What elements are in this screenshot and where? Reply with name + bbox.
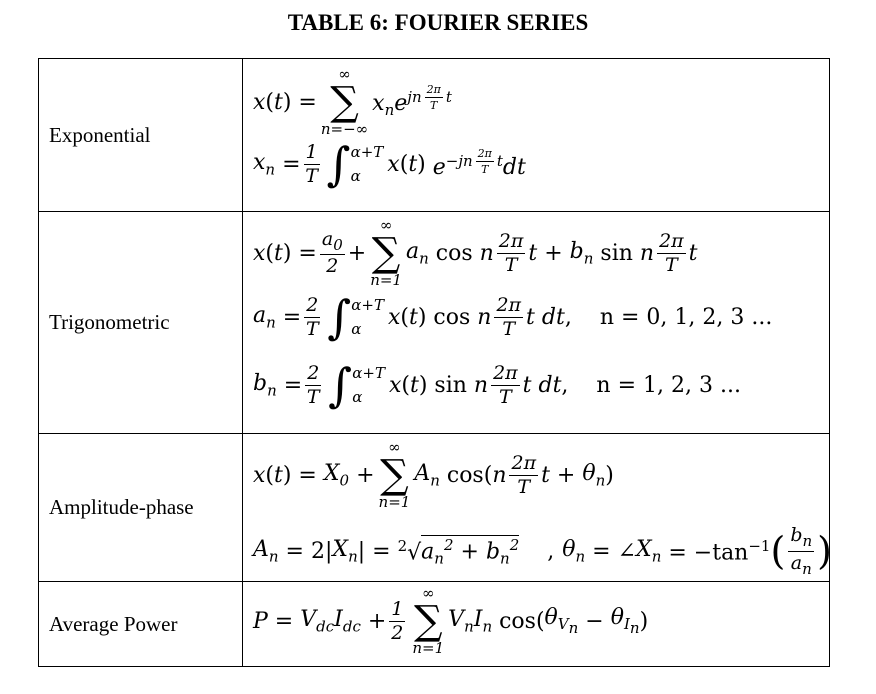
table-row [39, 59, 830, 212]
table-row [39, 212, 830, 434]
trigonometric-series-equation: x ( t ) = $\frac{a_0}{2}$ + ∞ ∑ n=1 $a_n$ cos n $\frac{2\pi}{T}$ t + $b_n$ sin n $\frac{2\pi}{T}$ t [253, 216, 698, 289]
bn-index-range: n = 1, 2, 3 ... [596, 372, 741, 398]
average-power-equation: P = $V_{dc}I_{dc}$ + $\frac{1}{2}$ ∞ ∑ n=1 $V_nI_n$ cos( $\theta_{V_n}$ − $\theta_{I_n}$ ) [253, 584, 649, 657]
table-row [39, 582, 830, 667]
exponential-series-equation: x ( t ) = ∞ ∑ n=−∞ $x_ne^{jn \frac{2\pi}{T} t}$ [253, 65, 452, 138]
row-label-amplitude-phase: Amplitude-phase [39, 434, 243, 582]
average-power-formulas [243, 582, 830, 667]
amplitude-phase-series-equation: x ( t ) = $X_0$ + ∞ ∑ n=1 $A_n$ cos( n $\frac{2\pi}{T}$ t + $\theta_n$ ) [253, 438, 614, 511]
amplitude-phase-formulas [243, 434, 830, 582]
fourier-series-table [38, 58, 830, 667]
table-title: TABLE 6: FOURIER SERIES [287, 10, 589, 35]
table-row [39, 434, 830, 582]
exponential-coefficient-equation: $x_n$ = $\frac{1}{T}$ ∫ α+T α x ( t ) $e^{-jn \frac{2\pi}{T} t}dt$ [253, 137, 526, 191]
row-label-trigonometric: Trigonometric [39, 212, 243, 434]
trigonometric-formulas [243, 212, 830, 434]
row-label-exponential: Exponential [39, 59, 243, 212]
exponential-formulas [243, 59, 830, 212]
bn-coefficient-equation: $b_n$ = $\frac{2}{T}$ ∫ α+T α x ( t ) sin n $\frac{2\pi}{T}$ t dt , n = 1, 2, 3 ... [253, 358, 741, 412]
amplitude-phase-coefficient-equation: $A_n$ = 2| $X_n$ | = $^2$√ $a_n^2 + b_n^2$ , $\theta_n$ = ∠ $X_n$ = $-\tan^{-1}$ ( $\frac{b_n}{a_n}$ ) [253, 524, 832, 578]
an-coefficient-equation: $a_n$ = $\frac{2}{T}$ ∫ α+T α x ( t ) cos n $\frac{2\pi}{T}$ t dt , n = 0, 1, 2, 3 ... [253, 290, 773, 344]
an-index-range: n = 0, 1, 2, 3 ... [599, 304, 773, 330]
row-label-average-power: Average Power [39, 582, 243, 667]
